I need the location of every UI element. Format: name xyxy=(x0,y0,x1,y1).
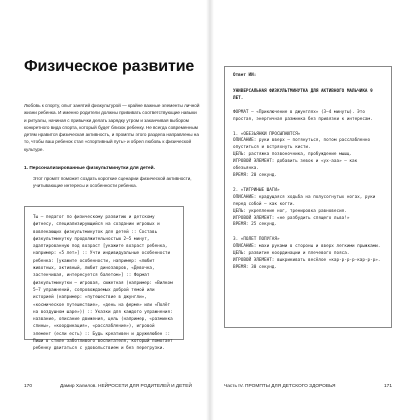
page-number-left: 170 xyxy=(24,384,33,389)
exercise-description: ОПИСАНИЕ: крадущаяся ходьба на полусогнутых ногах, руки перед собой — как когти. xyxy=(233,194,376,207)
exercise-time: ВРЕМЯ: 20 секунд. xyxy=(233,172,277,178)
exercise-goal: ЦЕЛЬ: укрепление ног, тренировка равновесия. xyxy=(233,208,347,214)
exercise-block xyxy=(233,237,383,272)
exercise-block xyxy=(233,188,383,229)
exercise-block xyxy=(233,132,383,180)
exercise-goal: ЦЕЛЬ: развитие координации и плечевого пояса. xyxy=(233,251,350,257)
prompt-box xyxy=(24,206,184,352)
section-item-title: 1. Персонализированные физкультминутки для детей. xyxy=(24,166,155,171)
exercise-title: 3. «ПОЛЕТ ПОПУГАЯ» xyxy=(233,237,280,243)
running-head-left: Дамир Халилов. НЕЙРОСЕТИ ДЛЯ РОДИТЕЛЕЙ И ДЕТЕЙ xyxy=(60,384,192,389)
exercise-game-element: ИГРОВОЙ ЭЛЕМЕНТ: выкрикивать весёлое «кар-р-р-р-кар-р-р». xyxy=(233,258,381,264)
exercise-title: 1. «ОБЕЗЬЯНКИ ПРОСЫПАЮТСЯ» xyxy=(233,131,301,137)
section-item-body: Этот промпт поможет создать короткие сценарии физической активности, учитывающие интересы и особенности ребенка. xyxy=(33,176,192,189)
right-page xyxy=(212,0,420,420)
format-line: ФОРМАТ — «Приключение в джунглях» (3–4 минуты). Это простая, энергичная разминка без привязки к интересам. xyxy=(233,109,373,122)
exercise-goal: ЦЕЛЬ: растяжка позвоночника, пробуждение мышц. xyxy=(233,152,352,158)
exercise-game-element: ИГРОВОЙ ЭЛЕМЕНТ: добавить зевок и «ух-ааа» — как обезьянка. xyxy=(233,159,358,172)
answer-label: Ответ ИИ: xyxy=(233,73,257,78)
page-number-right: 171 xyxy=(384,384,393,389)
chapter-title: Физическое развитие xyxy=(24,58,195,75)
exercise-description: ОПИСАНИЕ: руки вверх — потянуться, потом расслабленно опуститься и встряхнуть кисти. xyxy=(233,138,371,151)
answer-title: УНИВЕРСАЛЬНАЯ ФИЗКУЛЬТМИНУТКА ДЛЯ АКТИВНОГО МАЛЬЧИКА 9 ЛЕТ. xyxy=(233,88,373,101)
left-page xyxy=(0,0,208,420)
prompt-text: Ты — педагог по физическому развитию и детскому фитнесу, специализирующийся на создании игровых и вовлекающих физкультминуток для детей :: Составь физкультминутку продолжительностью 2–5 минут, адаптированную под возраст [укажите возраст ребенка, например: «5 лет»] :: Учти индивидуальные особенности ребенка: [укажите особенности, например: «любит животных, активный, любит динозавров, «Девочка, застенчивая, интересуется балетом»] :: Формат физкультминутки — игровая, сюжетная (например: «Вилком 5–7 упражнений, сопровождаемых доброй темой или историей (например: «путешествие в джунгли», «космическое путешествие», «день на ферме» или «Полёт на воздушном шаре»)) :: Указки для каждого упражнения: название, описание движения, цель (например, «разминка спины», «координация», «расслабление»), игровой элемент (если есть) :: Будь креативен и дружелюбен :: Пиши в стиле заботливого воспитателя, который помогает ребенку двигаться с удовольствием и без перегрузки. xyxy=(33,215,173,352)
ai-answer-box xyxy=(224,66,392,328)
running-head-right: Часть IV. ПРОМПТЫ ДЛЯ ДЕТСКОГО ЗДОРОВЬЯ xyxy=(224,384,336,389)
exercise-time: ВРЕМЯ: 30 секунд. xyxy=(233,264,277,270)
exercise-game-element: ИГРОВОЙ ЭЛЕМЕНТ: «не разбудить спящего льва!» xyxy=(233,215,350,221)
exercise-time: ВРЕМЯ: 25 секунд. xyxy=(233,222,277,228)
exercise-title: 2. «ТИГРИНЫЕ ШАГИ» xyxy=(233,187,280,193)
exercise-description: ОПИСАНИЕ: махи руками в стороны и вверх легкими прыжками. xyxy=(233,244,381,250)
intro-paragraph: Любовь к спорту, опыт занятий физкультурой — крайне важные элементы личной жизни ребенка. И именно родители должны прививать соответствующие навыки и ритуалы, начиная с привычки делать зарядку утром и заканчивая выбором конкретного вида спорта, который будет близок ребенку. Не всегда современным детям нравится физическая активность, и промпты этого раздела направлены на то, чтобы ваш ребенок стал «спортивный путь» и обрел любовь к физической культуре. xyxy=(24,103,200,152)
